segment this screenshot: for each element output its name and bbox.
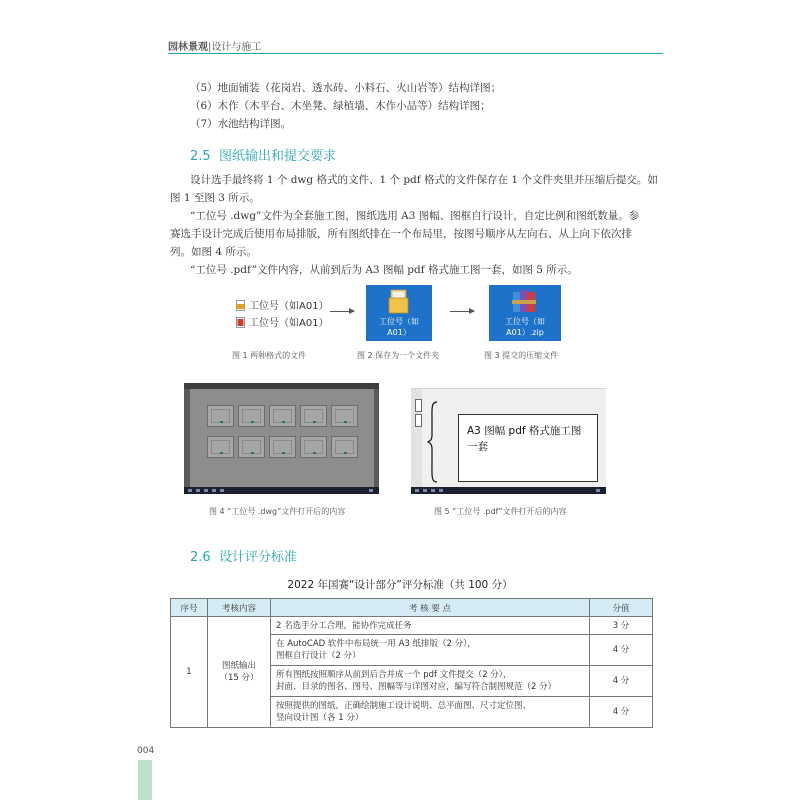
cad-sheet-titleblock xyxy=(344,452,347,454)
header-points: 考 核 要 点 xyxy=(271,599,590,617)
dwg-file-item xyxy=(236,297,329,312)
cad-sheet-titleblock xyxy=(313,452,316,454)
cad-sheet-titleblock xyxy=(220,452,223,454)
cad-toolbar xyxy=(184,383,379,389)
seq-cell: 1 xyxy=(171,617,208,728)
chapter-title: 设计与施工 xyxy=(211,42,262,53)
paragraph-line: 列。如图 4 所示。 xyxy=(170,246,257,258)
header-value: 分值 xyxy=(590,599,653,617)
cad-sheet-titleblock xyxy=(282,452,285,454)
scoring-table xyxy=(170,598,653,728)
page-number: 004 xyxy=(137,746,155,756)
cad-sheet-titleblock xyxy=(313,421,316,423)
pdf-page-thumbnail xyxy=(415,399,422,412)
cad-layout-sheet xyxy=(238,405,265,427)
curly-brace-icon xyxy=(427,401,439,483)
figure-caption: 图 4 “工位号 .dwg”文件打开后的内容 xyxy=(209,507,346,516)
table-header-row xyxy=(171,599,653,617)
score-cell: 4 分 xyxy=(590,635,653,666)
content-line: （15 分） xyxy=(219,673,259,683)
content-line: 图纸输出 xyxy=(221,661,256,671)
dwg-file-label: 工位号（如A01） xyxy=(249,301,329,312)
dwg-file-icon xyxy=(236,300,245,311)
points-line: 封面、目录的图名、图号、图幅等与详图对应，编写符合制图规范（2 分） xyxy=(276,682,557,692)
section-title: 设计评分标准 xyxy=(218,550,297,565)
header-rule xyxy=(168,53,663,54)
figure-caption: 图 3 提交的压缩文件 xyxy=(484,351,559,360)
points-cell xyxy=(271,635,590,666)
points-cell xyxy=(271,617,590,635)
side-color-strip xyxy=(138,760,152,800)
folder-icon xyxy=(388,289,410,315)
list-item: （6）木作（木平台、木坐凳、绿植墙、木作小品等）结构详图； xyxy=(190,100,491,112)
zip-label-line: 工位号（如 xyxy=(505,317,545,326)
pdf-toolbar xyxy=(411,383,606,389)
cad-sheet-titleblock xyxy=(251,421,254,423)
cad-layout-sheet xyxy=(238,436,265,458)
cad-side-panel xyxy=(374,389,379,487)
figure-caption: 图 5 “工位号 .pdf”文件打开后的内容 xyxy=(434,507,567,516)
cad-layout-sheet xyxy=(207,436,234,458)
running-header xyxy=(168,38,261,53)
cad-layout-sheet xyxy=(331,405,358,427)
cad-layout-sheet xyxy=(269,436,296,458)
score-cell: 4 分 xyxy=(590,697,653,728)
arrow-icon xyxy=(450,311,474,312)
header-separator: | xyxy=(208,42,212,53)
folder-desktop xyxy=(366,285,432,341)
pdf-screenshot xyxy=(411,383,606,494)
cad-layout-sheet xyxy=(300,405,327,427)
cad-layout-sheet xyxy=(207,405,234,427)
list-item: （5）地面铺装（花岗岩、透水砖、小料石、火山岩等）结构详图； xyxy=(190,82,502,94)
points-cell xyxy=(271,697,590,728)
section-number: 2.5 xyxy=(190,149,211,164)
pdf-file-icon xyxy=(236,317,245,328)
points-line: 按照提供的图纸，正确绘制施工设计说明、总平面图、尺寸定位图、 xyxy=(276,701,532,711)
table-title: 2022 年国赛“设计部分”评分标准（共 100 分） xyxy=(287,579,513,591)
pdf-annotation-text: A3 图幅 pdf 格式施工图一套 xyxy=(467,425,582,453)
section-number: 2.6 xyxy=(190,550,211,565)
pdf-page-thumbnail xyxy=(415,414,422,427)
points-line: 在 AutoCAD 软件中布局统一用 A3 纸排版（2 分）， xyxy=(276,639,476,649)
paragraph-line: 赛选手设计完成后使用布局排版，所有图纸排在一个布局里，按图号顺序从左向右、从上向下依次排 xyxy=(170,228,632,240)
folder-label-line: A01） xyxy=(387,328,411,337)
figure-caption: 图 2 保存为一个文件夹 xyxy=(357,351,440,360)
zip-label-line: A01）.zip xyxy=(506,328,544,337)
cad-sheet-titleblock xyxy=(282,421,285,423)
score-cell: 4 分 xyxy=(590,666,653,697)
zip-desktop xyxy=(489,285,561,341)
arrow-icon xyxy=(330,311,354,312)
table-row xyxy=(171,617,653,635)
points-line: 图框自行设计（2 分） xyxy=(276,651,361,661)
taskbar xyxy=(184,487,379,494)
points-line: 所有图纸按照顺序从前到后合并成一个 pdf 文件提交（2 分）， xyxy=(276,670,512,680)
paragraph-line: “工位号 .pdf”文件内容，从前到后为 A3 图幅 pdf 格式施工图一套，如图 5 所示。 xyxy=(190,264,578,276)
pdf-file-label: 工位号（如A01） xyxy=(249,318,329,329)
content-cell xyxy=(208,617,271,728)
paragraph-line: 图 1 至图 3 所示。 xyxy=(170,192,260,204)
cad-sheet-titleblock xyxy=(251,452,254,454)
section-heading xyxy=(190,145,336,164)
paragraph-line: “工位号 .dwg”文件为全套施工图，图纸选用 A3 图幅、图框自行设计，自定比例和图纸数量。参 xyxy=(190,210,640,222)
folder-label-line: 工位号（如 xyxy=(379,317,419,326)
cad-sheet-titleblock xyxy=(344,421,347,423)
header-seq: 序号 xyxy=(171,599,208,617)
section-heading xyxy=(190,546,297,565)
pdf-file-item xyxy=(236,314,329,329)
cad-layout-sheet xyxy=(331,436,358,458)
points-line: 竖向设计图（各 1 分） xyxy=(276,713,364,723)
paragraph-line: 设计选手最终将 1 个 dwg 格式的文件、1 个 pdf 格式的文件保存在 1 个文件夹里并压缩后提交。如 xyxy=(190,174,658,186)
taskbar xyxy=(411,487,606,494)
score-cell: 3 分 xyxy=(590,617,653,635)
cad-screenshot xyxy=(184,383,379,494)
cad-layout-sheet xyxy=(300,436,327,458)
archive-icon xyxy=(511,288,537,315)
points-cell xyxy=(271,666,590,697)
pdf-annotation-box xyxy=(458,414,598,482)
header-content: 考核内容 xyxy=(208,599,271,617)
points-line: 2 名选手分工合理，能协作完成任务 xyxy=(276,620,412,631)
list-item: （7）水池结构详图。 xyxy=(190,118,292,130)
figure-caption: 图 1 两种格式的文件 xyxy=(232,351,307,360)
cad-sheet-titleblock xyxy=(220,421,223,423)
book-title: 园林景观 xyxy=(168,42,208,53)
cad-side-panel xyxy=(184,389,190,487)
cad-layout-sheet xyxy=(269,405,296,427)
section-title: 图纸输出和提交要求 xyxy=(218,149,336,164)
